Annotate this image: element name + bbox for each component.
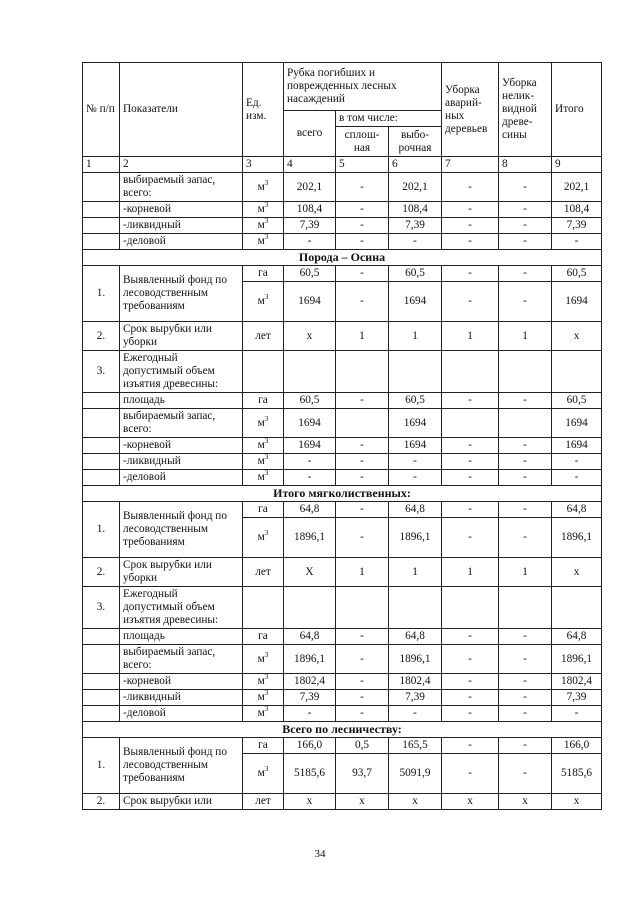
value-cell <box>499 587 552 629</box>
value-cell: - <box>336 674 389 690</box>
table-row <box>83 706 602 722</box>
value-cell: 64,8 <box>389 502 442 518</box>
value-cell: 1694 <box>552 438 602 454</box>
value-cell: - <box>442 393 499 409</box>
row-label: -корневой <box>120 202 243 218</box>
value-cell: х <box>552 322 602 351</box>
value-cell: 1896,1 <box>552 518 602 558</box>
table-row <box>83 738 602 754</box>
value-cell: - <box>442 454 499 470</box>
row-label: выбираемый запас, всего: <box>120 409 243 438</box>
value-cell: - <box>499 438 552 454</box>
value-cell: 1802,4 <box>284 674 336 690</box>
value-cell: 0,5 <box>336 738 389 754</box>
value-cell: 1 <box>389 558 442 587</box>
value-cell: 1802,4 <box>552 674 602 690</box>
value-cell: 202,1 <box>552 173 602 202</box>
value-cell: - <box>284 470 336 486</box>
column-number: 7 <box>442 157 499 173</box>
value-cell: 64,8 <box>284 502 336 518</box>
row-unit <box>243 587 284 629</box>
table-row <box>83 351 602 393</box>
value-cell <box>336 351 389 393</box>
row-unit: га <box>243 266 284 282</box>
value-cell: 1694 <box>552 282 602 322</box>
row-unit: $м^3$ <box>243 202 284 218</box>
row-label: -ликвидный <box>120 454 243 470</box>
value-cell: 1896,1 <box>389 645 442 674</box>
value-cell: 108,4 <box>552 202 602 218</box>
table-row <box>83 409 602 438</box>
value-cell: 202,1 <box>389 173 442 202</box>
value-cell: - <box>442 690 499 706</box>
column-number: 2 <box>120 157 243 173</box>
value-cell: - <box>442 266 499 282</box>
value-cell: - <box>499 706 552 722</box>
value-cell: - <box>442 234 499 250</box>
table-row <box>83 322 602 351</box>
row-label: Срок вырубки или уборки <box>120 322 243 351</box>
value-cell: 1896,1 <box>552 645 602 674</box>
value-cell: - <box>389 470 442 486</box>
value-cell: - <box>389 234 442 250</box>
value-cell: 1694 <box>389 409 442 438</box>
value-cell: 5185,6 <box>552 754 602 794</box>
value-cell: 7,39 <box>389 690 442 706</box>
value-cell: - <box>499 754 552 794</box>
row-unit: $м^3$ <box>243 645 284 674</box>
header-felling: Рубка погибших и поврежденных лесных насаждений <box>284 63 442 111</box>
row-unit: $м^3$ <box>243 409 284 438</box>
table-row <box>83 587 602 629</box>
value-cell: - <box>442 202 499 218</box>
value-cell: х <box>336 794 389 810</box>
row-number <box>83 218 120 234</box>
value-cell: - <box>336 218 389 234</box>
section-title: Всего по лесничеству: <box>83 722 602 738</box>
header-including: в том числе: <box>336 111 442 127</box>
value-cell: 64,8 <box>389 629 442 645</box>
row-label: -корневой <box>120 438 243 454</box>
value-cell: - <box>499 454 552 470</box>
row-label: Срок вырубки или <box>120 794 243 810</box>
value-cell <box>499 409 552 438</box>
value-cell: - <box>284 706 336 722</box>
value-cell: - <box>442 173 499 202</box>
value-cell <box>552 587 602 629</box>
column-number: 3 <box>243 157 284 173</box>
table-row <box>83 438 602 454</box>
value-cell: х <box>499 794 552 810</box>
value-cell: 1896,1 <box>284 518 336 558</box>
value-cell: 1896,1 <box>284 645 336 674</box>
row-unit: га <box>243 738 284 754</box>
table-row <box>83 722 602 738</box>
value-cell: - <box>336 282 389 322</box>
value-cell: - <box>336 454 389 470</box>
value-cell: х <box>442 794 499 810</box>
value-cell: х <box>284 322 336 351</box>
row-number: 2. <box>83 558 120 587</box>
row-unit: лет <box>243 322 284 351</box>
row-label: Ежегодный допустимый объем изъятия древесины: <box>120 587 243 629</box>
value-cell: - <box>499 518 552 558</box>
value-cell: - <box>442 738 499 754</box>
row-unit: $м^3$ <box>243 173 284 202</box>
value-cell: - <box>336 202 389 218</box>
value-cell: - <box>499 218 552 234</box>
value-cell: - <box>499 629 552 645</box>
row-unit <box>243 351 284 393</box>
value-cell: 64,8 <box>284 629 336 645</box>
row-unit: га <box>243 502 284 518</box>
section-title: Порода – Осина <box>83 250 602 266</box>
value-cell: - <box>336 645 389 674</box>
header-sum: Итого <box>552 63 602 157</box>
value-cell: - <box>442 438 499 454</box>
table-row <box>83 157 602 173</box>
value-cell: - <box>552 454 602 470</box>
row-unit: $м^3$ <box>243 234 284 250</box>
value-cell: - <box>499 645 552 674</box>
value-cell: 166,0 <box>552 738 602 754</box>
value-cell <box>442 351 499 393</box>
row-label: площадь <box>120 393 243 409</box>
value-cell <box>284 351 336 393</box>
value-cell: - <box>499 690 552 706</box>
row-unit: га <box>243 629 284 645</box>
row-label: -деловой <box>120 470 243 486</box>
value-cell: - <box>552 470 602 486</box>
value-cell: - <box>336 234 389 250</box>
row-label: Ежегодный допустимый объем изъятия древесины: <box>120 351 243 393</box>
value-cell: - <box>499 738 552 754</box>
value-cell: 60,5 <box>284 393 336 409</box>
value-cell: 166,0 <box>284 738 336 754</box>
value-cell: - <box>442 282 499 322</box>
value-cell: - <box>284 454 336 470</box>
row-number <box>83 690 120 706</box>
value-cell: 1694 <box>284 409 336 438</box>
row-unit: $м^3$ <box>243 470 284 486</box>
row-unit: $м^3$ <box>243 218 284 234</box>
value-cell: - <box>336 690 389 706</box>
value-cell: 1 <box>442 322 499 351</box>
value-cell: 1 <box>499 322 552 351</box>
value-cell: 64,8 <box>552 502 602 518</box>
value-cell: 7,39 <box>389 218 442 234</box>
value-cell: 165,5 <box>389 738 442 754</box>
column-number: 5 <box>336 157 389 173</box>
value-cell: 108,4 <box>284 202 336 218</box>
value-cell: 1694 <box>284 438 336 454</box>
header-total: всего <box>284 111 336 157</box>
value-cell: 7,39 <box>552 690 602 706</box>
value-cell: - <box>552 706 602 722</box>
table-row <box>83 502 602 518</box>
row-number: 1. <box>83 502 120 558</box>
row-number <box>83 645 120 674</box>
table-row <box>83 674 602 690</box>
row-label: площадь <box>120 629 243 645</box>
value-cell: - <box>442 502 499 518</box>
row-number <box>83 706 120 722</box>
row-label: Выявленный фонд по лесоводственным требованиям <box>120 502 243 558</box>
value-cell: 60,5 <box>284 266 336 282</box>
row-unit: $м^3$ <box>243 754 284 794</box>
section-title: Итого мягколиственных: <box>83 486 602 502</box>
header-selective: выбо-рочная <box>389 127 442 157</box>
value-cell: - <box>499 202 552 218</box>
value-cell: - <box>442 470 499 486</box>
value-cell: - <box>336 518 389 558</box>
row-number: 1. <box>83 738 120 794</box>
value-cell: 64,8 <box>552 629 602 645</box>
row-number <box>83 629 120 645</box>
row-number <box>83 470 120 486</box>
value-cell: 60,5 <box>552 393 602 409</box>
row-number <box>83 202 120 218</box>
value-cell: 202,1 <box>284 173 336 202</box>
table-row <box>83 173 602 202</box>
value-cell <box>499 351 552 393</box>
row-unit: $м^3$ <box>243 518 284 558</box>
value-cell: 1694 <box>389 282 442 322</box>
row-number: 1. <box>83 266 120 322</box>
row-unit: $м^3$ <box>243 282 284 322</box>
table-row <box>83 454 602 470</box>
row-unit: $м^3$ <box>243 674 284 690</box>
forestry-table <box>82 62 602 810</box>
value-cell <box>336 587 389 629</box>
table-row <box>83 202 602 218</box>
value-cell: 1694 <box>552 409 602 438</box>
table-row <box>83 218 602 234</box>
row-unit: $м^3$ <box>243 454 284 470</box>
value-cell: 108,4 <box>389 202 442 218</box>
value-cell: - <box>499 470 552 486</box>
value-cell: 1 <box>389 322 442 351</box>
value-cell: 1 <box>442 558 499 587</box>
value-cell: 1 <box>336 558 389 587</box>
table-row <box>83 266 602 282</box>
header-num: № п/п <box>83 63 120 157</box>
value-cell: - <box>336 393 389 409</box>
column-number: 9 <box>552 157 602 173</box>
value-cell <box>442 409 499 438</box>
value-cell: - <box>336 470 389 486</box>
header-emergency: Уборка аварий-ных деревьев <box>442 63 499 157</box>
row-label: -деловой <box>120 234 243 250</box>
value-cell: - <box>499 674 552 690</box>
row-number: 2. <box>83 322 120 351</box>
row-label: Выявленный фонд по лесоводственным требованиям <box>120 738 243 794</box>
value-cell: - <box>284 234 336 250</box>
column-number: 4 <box>284 157 336 173</box>
value-cell: - <box>389 454 442 470</box>
row-number: 2. <box>83 794 120 810</box>
value-cell: 7,39 <box>284 690 336 706</box>
table-row <box>83 250 602 266</box>
table-row <box>83 234 602 250</box>
row-number <box>83 234 120 250</box>
value-cell: х <box>552 558 602 587</box>
row-label: выбираемый запас, всего: <box>120 645 243 674</box>
table-row <box>83 558 602 587</box>
value-cell <box>284 587 336 629</box>
value-cell: - <box>499 393 552 409</box>
value-cell: 1 <box>499 558 552 587</box>
table-row <box>83 470 602 486</box>
row-label: -деловой <box>120 706 243 722</box>
row-number: 3. <box>83 351 120 393</box>
header-indicators: Показатели <box>120 63 243 157</box>
value-cell: 1694 <box>284 282 336 322</box>
value-cell: 60,5 <box>389 393 442 409</box>
table-row <box>83 690 602 706</box>
value-cell: - <box>499 173 552 202</box>
value-cell: 7,39 <box>284 218 336 234</box>
value-cell: - <box>499 282 552 322</box>
value-cell: 1896,1 <box>389 518 442 558</box>
page-number: 34 <box>314 848 326 860</box>
row-number <box>83 409 120 438</box>
row-number <box>83 674 120 690</box>
row-unit: $м^3$ <box>243 706 284 722</box>
header-unmarketable: Уборка нелик-видной древе-сины <box>499 63 552 157</box>
row-label: -ликвидный <box>120 218 243 234</box>
value-cell: - <box>389 706 442 722</box>
table-row <box>83 486 602 502</box>
value-cell <box>442 587 499 629</box>
table-row <box>83 794 602 810</box>
row-number <box>83 393 120 409</box>
value-cell: х <box>284 794 336 810</box>
value-cell: 5091,9 <box>389 754 442 794</box>
value-cell: 7,39 <box>552 218 602 234</box>
table-row <box>83 645 602 674</box>
value-cell: 1 <box>336 322 389 351</box>
value-cell: - <box>499 234 552 250</box>
value-cell: - <box>336 629 389 645</box>
value-cell: - <box>499 502 552 518</box>
row-number <box>83 173 120 202</box>
value-cell: - <box>442 754 499 794</box>
row-number: 3. <box>83 587 120 629</box>
value-cell: - <box>336 706 389 722</box>
value-cell: Х <box>284 558 336 587</box>
value-cell: х <box>389 794 442 810</box>
row-unit: $м^3$ <box>243 438 284 454</box>
row-unit: $м^3$ <box>243 690 284 706</box>
value-cell: 1694 <box>389 438 442 454</box>
value-cell: х <box>552 794 602 810</box>
row-label: -корневой <box>120 674 243 690</box>
row-label: -ликвидный <box>120 690 243 706</box>
value-cell: - <box>336 438 389 454</box>
value-cell: 5185,6 <box>284 754 336 794</box>
value-cell: - <box>442 629 499 645</box>
value-cell: - <box>336 266 389 282</box>
row-label: Выявленный фонд по лесоводственным требованиям <box>120 266 243 322</box>
row-unit: га <box>243 393 284 409</box>
row-number <box>83 454 120 470</box>
value-cell: 1802,4 <box>389 674 442 690</box>
value-cell <box>336 409 389 438</box>
value-cell: - <box>552 234 602 250</box>
value-cell: - <box>442 706 499 722</box>
value-cell <box>389 351 442 393</box>
value-cell: - <box>336 502 389 518</box>
value-cell: 60,5 <box>389 266 442 282</box>
value-cell: 93,7 <box>336 754 389 794</box>
value-cell <box>389 587 442 629</box>
value-cell: - <box>442 518 499 558</box>
table-row <box>83 629 602 645</box>
column-number: 1 <box>83 157 120 173</box>
column-number: 6 <box>389 157 442 173</box>
header-solid: сплош-ная <box>336 127 389 157</box>
column-number: 8 <box>499 157 552 173</box>
row-unit: лет <box>243 794 284 810</box>
header-unit: Ед. изм. <box>243 63 284 157</box>
value-cell: - <box>442 674 499 690</box>
table-row <box>83 393 602 409</box>
value-cell: - <box>442 218 499 234</box>
value-cell <box>552 351 602 393</box>
row-unit: лет <box>243 558 284 587</box>
value-cell: - <box>336 173 389 202</box>
value-cell: - <box>499 266 552 282</box>
row-label: Срок вырубки или уборки <box>120 558 243 587</box>
value-cell: 60,5 <box>552 266 602 282</box>
row-number <box>83 438 120 454</box>
value-cell: - <box>442 645 499 674</box>
row-label: выбираемый запас, всего: <box>120 173 243 202</box>
